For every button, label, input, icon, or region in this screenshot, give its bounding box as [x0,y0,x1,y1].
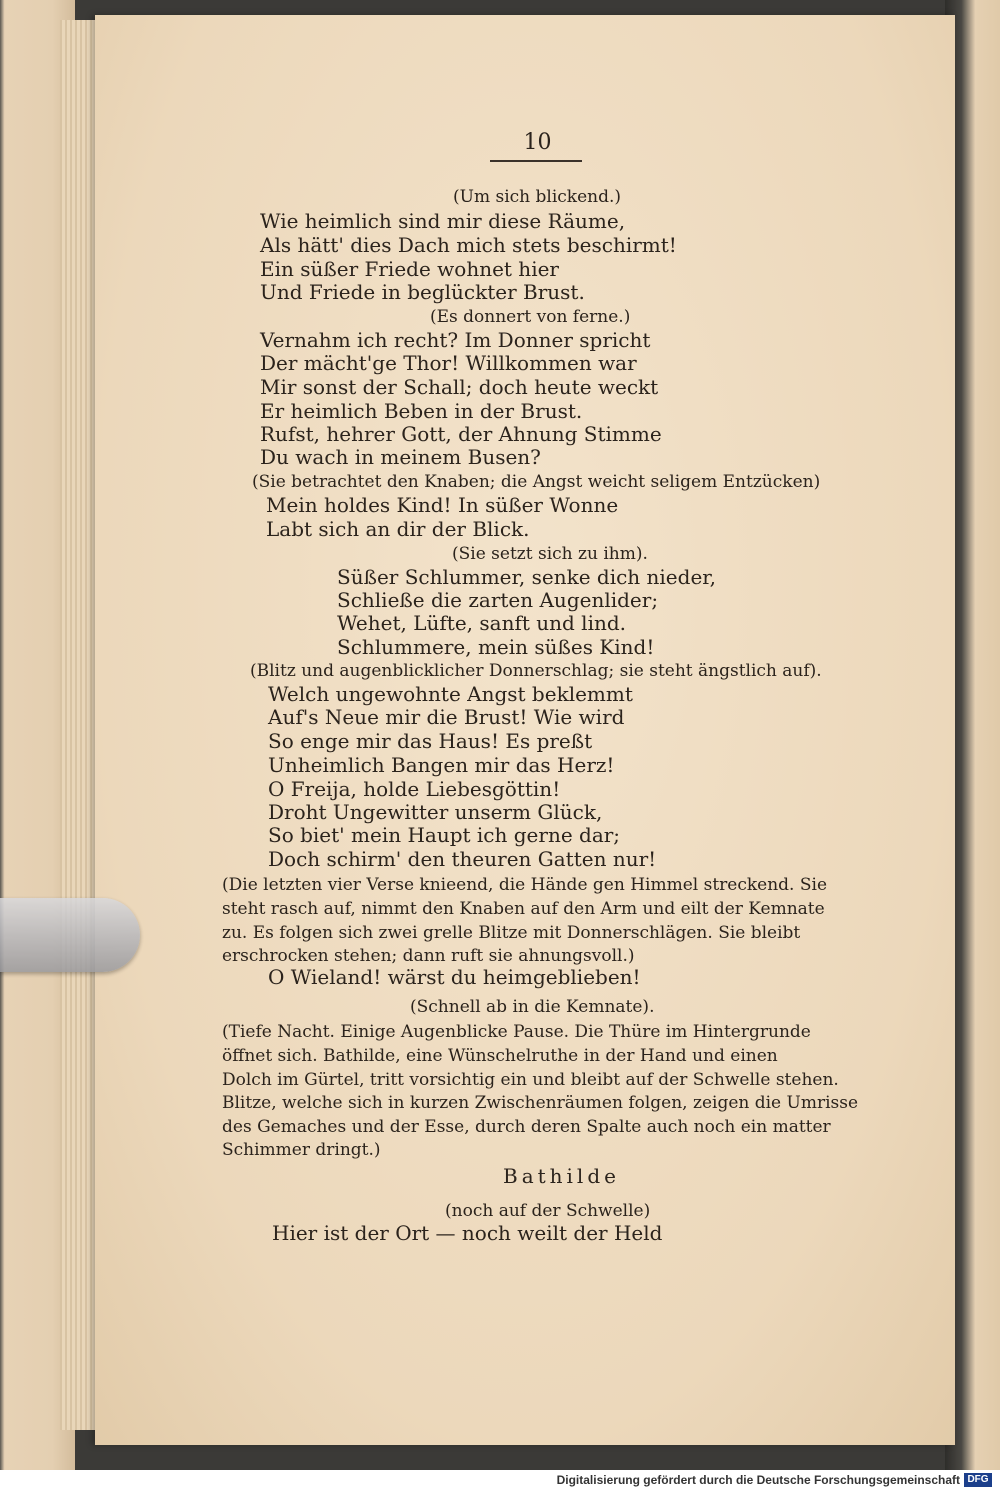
stage-direction: (Die letzten vier Verse knieend, die Hände gen Himmel streckend. Sie [222,875,828,895]
verse-line: O Freija, holde Liebesgöttin! [268,777,561,801]
verse-line: Hier ist der Ort — noch weilt der Held [272,1221,663,1245]
stage-direction: (Sie setzt sich zu ihm). [452,544,648,564]
verse-line: So biet' mein Haupt ich gerne dar; [268,823,621,847]
verse-line: Auf's Neue mir die Brust! Wie wird [268,705,625,729]
verse-line: Ein süßer Friede wohnet hier [260,257,559,281]
stage-direction: (Tiefe Nacht. Einige Augenblicke Pause. Die Thüre im Hintergrunde [222,1022,811,1042]
stage-direction: Blitze, welche sich in kurzen Zwischenräumen folgen, zeigen die Umrisse [222,1093,859,1113]
page-stack [60,20,100,1430]
page-edge-left [0,0,75,1470]
verse-line: Rufst, hehrer Gott, der Ahnung Stimme [260,422,662,446]
stage-direction: (Es donnert von ferne.) [430,307,631,327]
song-line: Süßer Schlummer, senke dich nieder, [337,565,717,589]
dfg-logo: DFG [964,1473,992,1487]
stage-direction: (Blitz und augenblicklicher Donnerschlag; sie steht ängstlich auf). [250,661,822,681]
stage-direction: öffnet sich. Bathilde, eine Wünschelruthe in der Hand und einen [222,1046,778,1066]
song-line: Schlummere, mein süßes Kind! [337,635,655,659]
speaker-name: Bathilde [503,1164,620,1188]
verse-line: Du wach in meinem Busen? [260,445,541,469]
stage-direction: (noch auf der Schwelle) [445,1201,651,1221]
verse-line: Und Friede in beglückter Brust. [260,280,585,304]
song-line: Wehet, Lüfte, sanft und lind. [337,611,627,635]
page-number: 10 [523,130,552,155]
verse-line: Unheimlich Bangen mir das Herz! [268,753,615,777]
stage-direction: zu. Es folgen sich zwei grelle Blitze mit Donnerschlägen. Sie bleibt [222,923,801,943]
stage-direction: (Schnell ab in die Kemnate). [410,997,655,1017]
verse-line: Wie heimlich sind mir diese Räume, [260,209,626,233]
song-line: Schließe die zarten Augenlider; [337,588,659,612]
verse-line: Als hätt' dies Dach mich stets beschirmt! [260,233,677,257]
stage-direction: Dolch im Gürtel, tritt vorsichtig ein und bleibt auf der Schwelle stehen. [222,1070,839,1090]
verse-line: Doch schirm' den theuren Gatten nur! [268,847,657,871]
verse-line: O Wieland! wärst du heimgeblieben! [268,965,641,989]
verse-line: Welch ungewohnte Angst beklemmt [268,682,633,706]
stage-direction: erschrocken stehen; dann ruft sie ahnungsvoll.) [222,946,635,966]
stage-direction: (Sie betrachtet den Knaben; die Angst weicht seligem Entzücken) [252,472,821,492]
clip-tab [0,898,140,972]
verse-line: So enge mir das Haus! Es preßt [268,729,593,753]
stage-direction: Schimmer dringt.) [222,1140,381,1160]
verse-line: Der mächt'ge Thor! Willkommen war [260,351,637,375]
verse-line: Mein holdes Kind! In süßer Wonne [266,493,619,517]
verse-line: Mir sonst der Schall; doch heute weckt [260,375,659,399]
footer-bar [0,1470,1000,1491]
verse-line: Er heimlich Beben in der Brust. [260,399,583,423]
stage-direction: (Um sich blickend.) [453,187,622,207]
verse-line: Droht Ungewitter unserm Glück, [268,800,603,824]
stage-direction: des Gemaches und der Esse, durch deren Spalte auch noch ein matter [222,1117,831,1137]
verse-line: Labt sich an dir der Blick. [266,517,530,541]
header-rule [490,160,582,162]
verse-line: Vernahm ich recht? Im Donner spricht [260,328,651,352]
stage-direction: steht rasch auf, nimmt den Knaben auf den Arm und eilt der Kemnate [222,899,825,919]
footer-credit: Digitalisierung gefördert durch die Deutsche Forschungsgemeinschaft [556,1473,960,1487]
